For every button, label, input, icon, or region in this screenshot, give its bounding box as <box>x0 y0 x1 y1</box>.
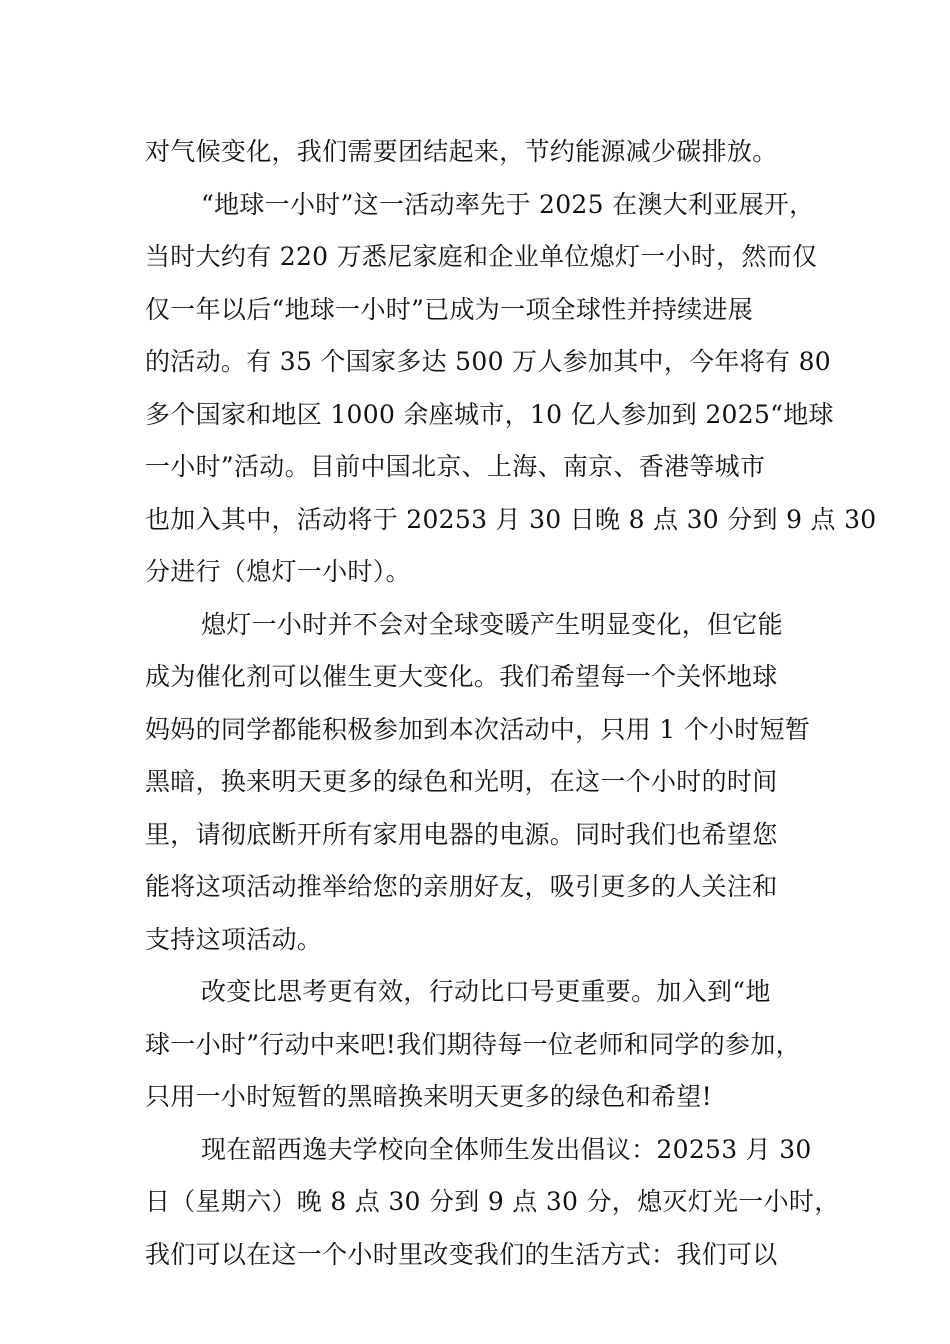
text-line: 支持这项活动。 <box>145 924 323 954</box>
text-line: 妈妈的同学都能积极参加到本次活动中，只用 1 个小时短暂 <box>145 714 811 744</box>
text-line: 成为催化剂可以催生更大变化。我们希望每一个关怀地球 <box>145 662 778 691</box>
paragraph-start-line: “地球一小时”这一活动率先于 2025 在澳大利亚展开， <box>201 189 815 219</box>
body-text <box>145 126 877 1281</box>
text-line: 我们可以在这一个小时里改变我们的生活方式：我们可以 <box>145 1239 778 1269</box>
paragraph-start-line: 改变比思考更有效，行动比口号更重要。加入到“地 <box>201 977 771 1006</box>
text-line: 黑暗，换来明天更多的绿色和光明，在这一个小时的时间 <box>145 767 778 796</box>
text-line: 里，请彻底断开所有家用电器的电源。同时我们也希望您 <box>145 819 778 849</box>
text-line: 日（星期六）晚 8 点 30 分到 9 点 30 分，熄灭灯光一小时， <box>145 1187 840 1216</box>
text-line: 多个国家和地区 1000 余座城市，10 亿人参加到 2025“地球 <box>145 399 834 429</box>
paragraph-start-line: 熄灯一小时并不会对全球变暖产生明显变化，但它能 <box>201 609 783 639</box>
text-line: 能将这项活动推举给您的亲朋好友，吸引更多的人关注和 <box>145 872 778 901</box>
text-line: 分进行（熄灯一小时）。 <box>145 557 411 586</box>
text-line: 对气候变化，我们需要团结起来，节约能源减少碳排放。 <box>145 137 778 166</box>
text-line: 也加入其中，活动将于 20253 月 30 日晚 8 点 30 分到 9 点 30 <box>145 504 877 534</box>
text-line: 的活动。有 35 个国家多达 500 万人参加其中，今年将有 80 <box>145 347 831 376</box>
text-line: 仅一年以后“地球一小时”已成为一项全球性并持续进展 <box>145 294 754 324</box>
text-line: 当时大约有 220 万悉尼家庭和企业单位熄灯一小时，然而仅 <box>145 242 818 271</box>
paragraph-start-line: 现在韶西逸夫学校向全体师生发出倡议：20253 月 30 <box>201 1134 812 1164</box>
text-line: 球一小时”行动中来吧!我们期待每一位老师和同学的参加， <box>145 1029 801 1059</box>
text-line: 一小时”活动。目前中国北京、上海、南京、香港等城市 <box>145 452 766 481</box>
text-line: 只用一小时短暂的黑暗换来明天更多的绿色和希望! <box>145 1082 712 1111</box>
